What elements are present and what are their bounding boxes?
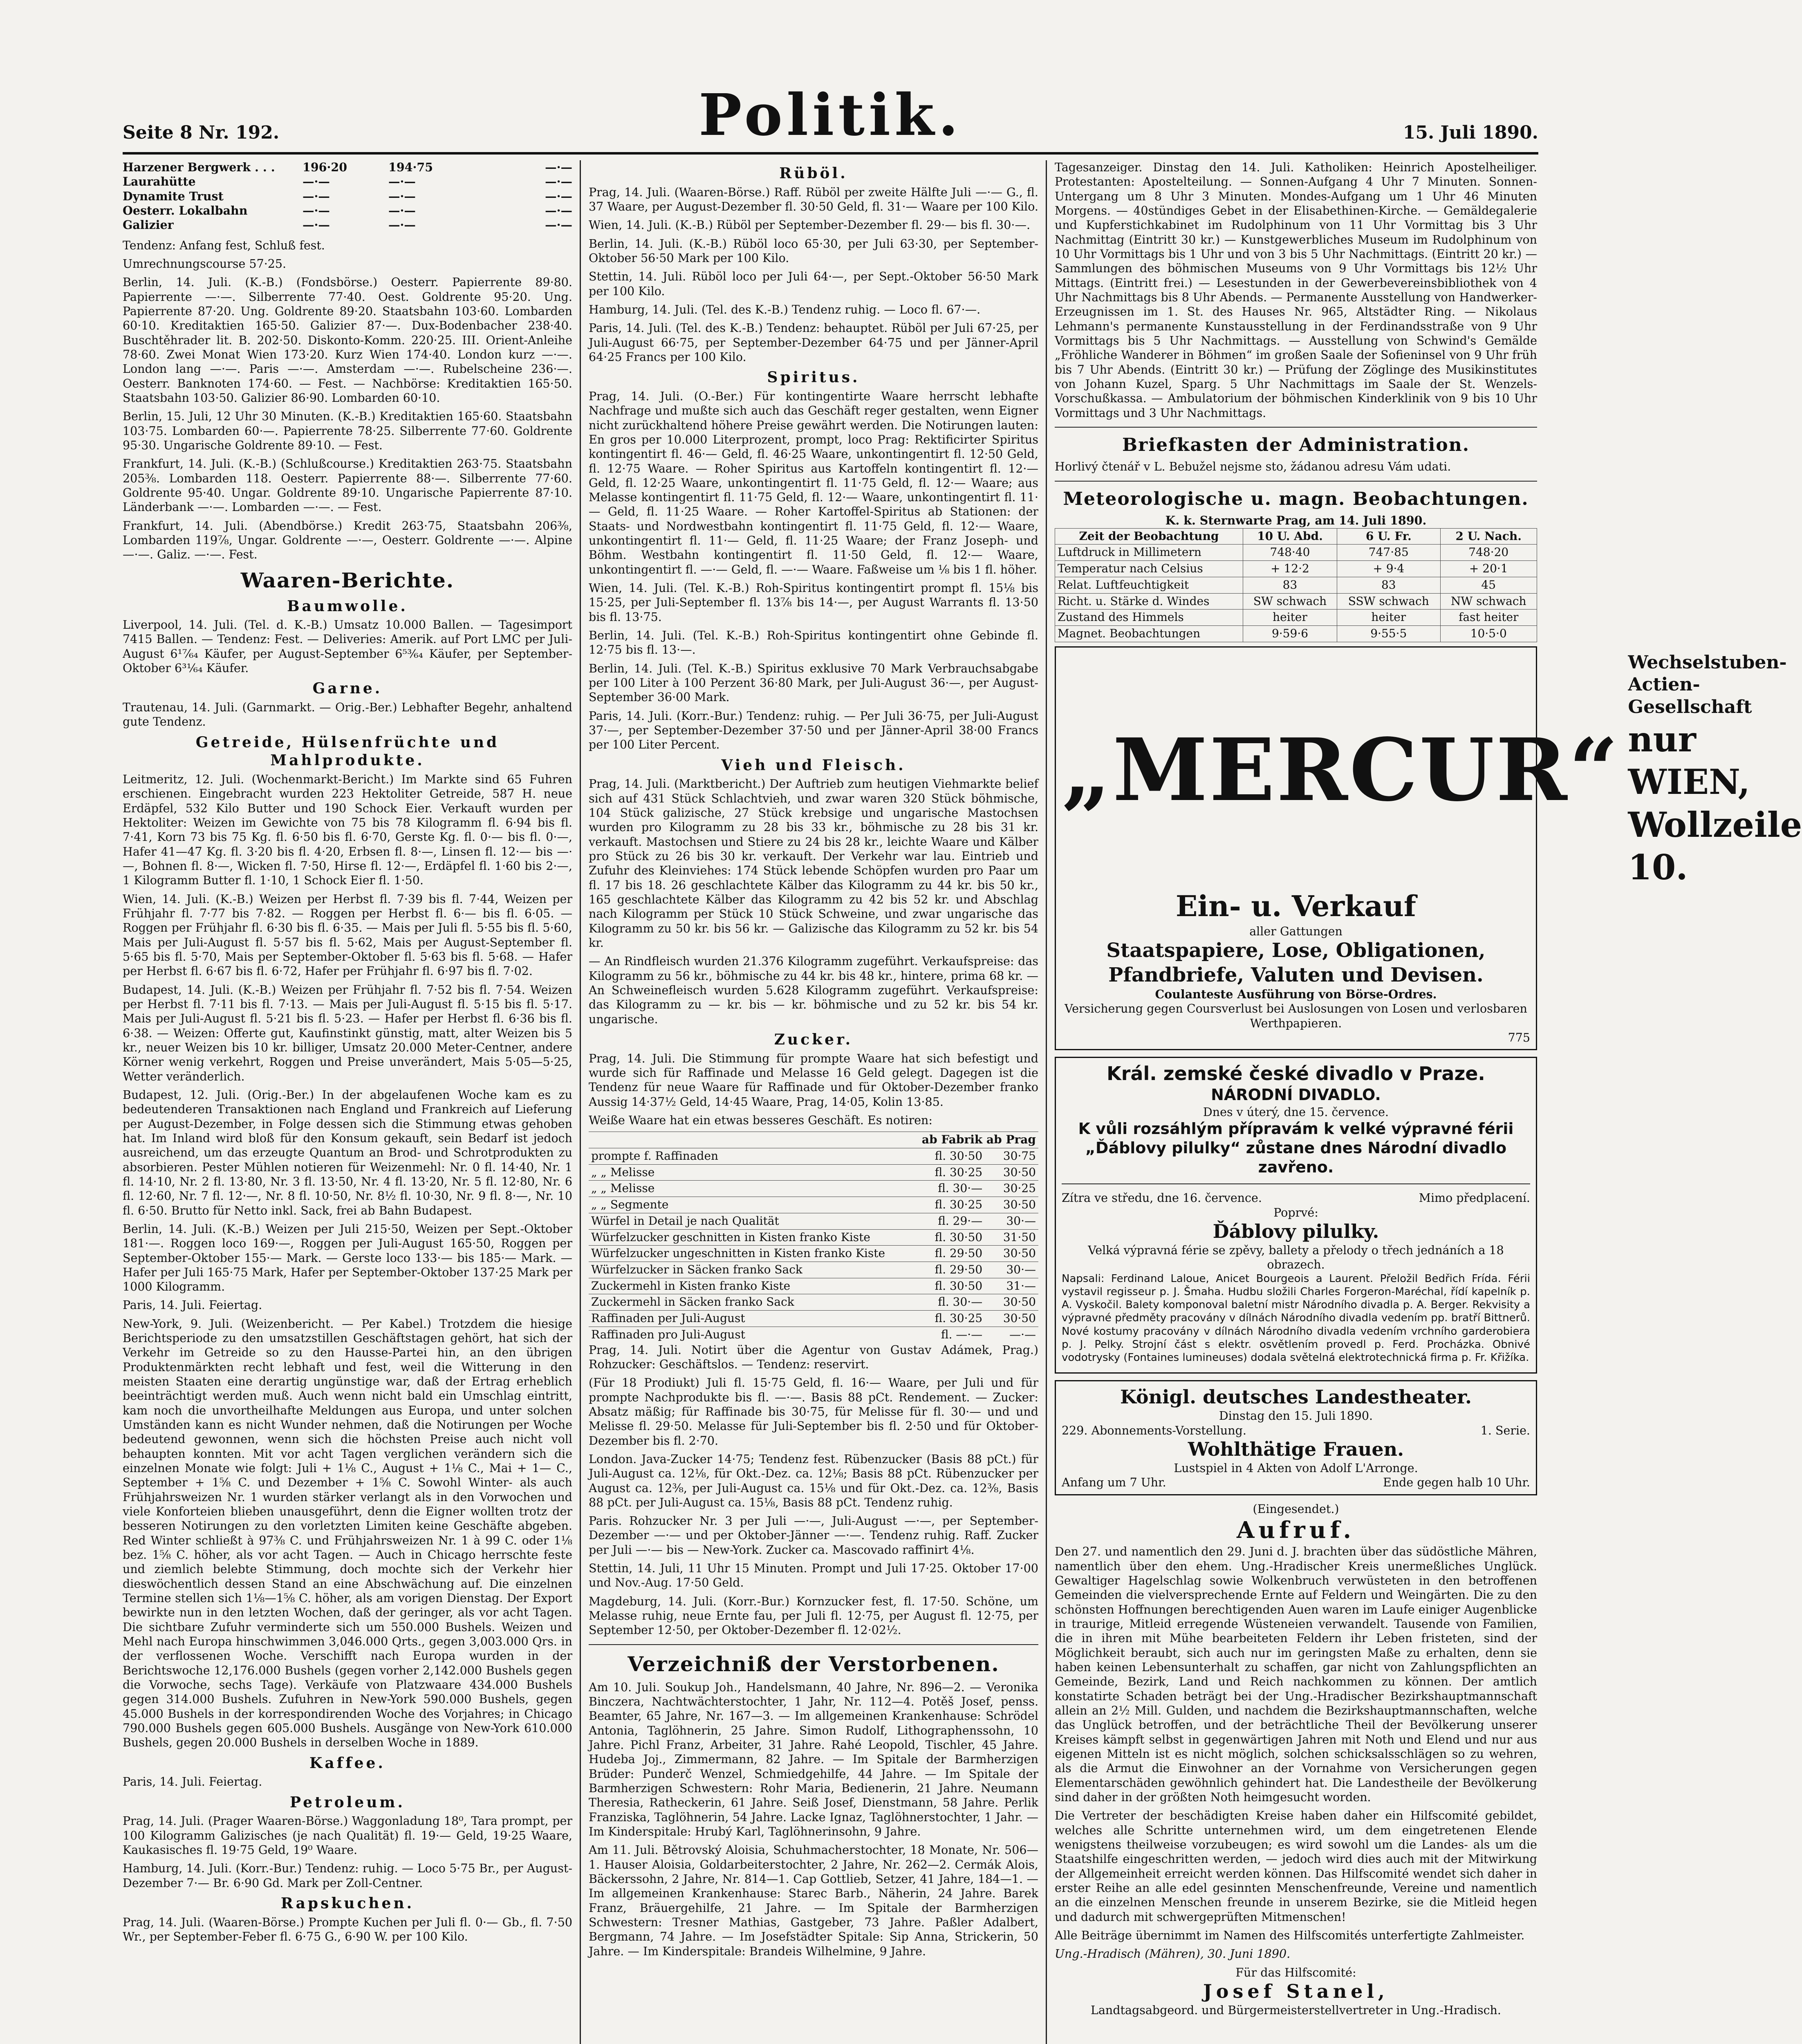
stock-row: [123, 189, 572, 204]
report-paragraph: Berlin, 14. Juli. (K.-B.) Weizen per Juli 215·50, Weizen per Sept.-Oktober 181·—. Roggen loco 169·—, Roggen per Juli-August 165·50, Roggen per September-Oktober 155·— Mark. — Gerste loco 133·— bis 185·— Mark. — Hafer per Juli 165·75 Mark, Hafer per September-Oktober 137·25 Mark per 1000 Kilogramm.: [123, 1222, 572, 1294]
masthead: [123, 82, 1538, 151]
ad-text: Versicherung gegen Coursverlust bei Auslosungen von Losen und verlosbaren Werthpapieren.: [1065, 1002, 1527, 1030]
table-header: 10 U. Abd.: [1243, 528, 1337, 545]
report-paragraph: Prag, 14. Juli. Die Stimmung für prompte Waare hat sich befestigt und wurde sich für Raffinade und Melasse 16 Geld gelegt. Dagegen ist die Tendenz für neue Waare für Raffinade und für Oktober-Dezember franko Aussig 14·37½ Geld, 14·45 Waare, Prag, 14·05, Kolin 13·85.: [589, 1051, 1038, 1109]
report-paragraph: Prag, 14. Juli. (O.-Ber.) Für kontingentirte Waare herrscht lebhafte Nachfrage und mußte sich auch das Geschäft reger gestalten, wenn Eigner nicht zurückhaltend höhere Preise gewährt werden. Die Notirungen lauten: En gros per 10.000 Literprozent, prompt, loco Prag: Rektificirter Spiritus kontingentirt fl. 46·— Geld, fl. 46·25 Waare, unkontingentirt fl. 12·50 Geld, fl. 12·75 Waare. — Roher Spiritus aus Kartoffeln kontingentirt fl. 12·— Geld, fl. 12·25 Waare, unkontingentirt fl. 11·75 Geld, fl. 12·— Waare; aus Melasse kontingentirt fl. 11·75 Geld, fl. 12·— Waare, unkontingentirt fl. 11·— Geld, fl. 11·25 Waare. — Roher Kartoffel-Spiritus ab Stationen: der Staats- und Nordwestbahn kontingentirt fl. 11·75 Geld, fl. 12·— Waare, unkontingentirt fl. 11·— Geld, fl. 11·25 Waare; der Franz Joseph- und Böhm. Westbahn kontingentirt fl. 11·50 Geld, fl. 12·— Waare, unkontingentirt fl. —·— Geld, fl. —·— Waare. Faßweise um ⅛ bis 1 fl. höher.: [589, 389, 1038, 576]
table-row: [589, 1246, 1038, 1262]
table-cell: Raffinaden pro Juli-August: [589, 1327, 910, 1342]
ad-number: 775: [1508, 1031, 1530, 1045]
column-divider: [1046, 160, 1047, 2044]
ad-subtitle: Wechselstuben-Actien-Gesellschaft: [1628, 652, 1787, 717]
german-theatre-notice: [1055, 1380, 1537, 1495]
report-paragraph: Paris, 14. Juli. (Korr.-Bur.) Tendenz: ruhig. — Per Juli 36·75, per Juli-August 37·—, per September-Dezember 37·50 und per Jänner-April 38·00 Francs per 100 Liter Percent.: [589, 709, 1038, 752]
page-label: Seite 8 Nr. 192.: [123, 122, 280, 143]
mercur-logo: „MERCUR“: [1062, 719, 1620, 820]
report-paragraph: Stettin, 14. Juli, 11 Uhr 15 Minuten. Prompt und Juli 17·25. Oktober 17·00 und Nov.-Aug. 17·50 Geld.: [589, 1562, 1038, 1590]
table-cell: fl. —·—: [910, 1327, 985, 1342]
stock-value: 196·20: [303, 160, 347, 174]
table-header: 6 U. Fr.: [1337, 528, 1440, 545]
table-cell: Richt. u. Stärke d. Windes: [1055, 593, 1243, 610]
table-cell: fl. 29·—: [910, 1213, 985, 1229]
divider: [1055, 481, 1537, 482]
table-cell: Zuckermehl in Kisten franko Kiste: [589, 1278, 910, 1294]
ad-text: Coulanteste Ausführung von Börse-Ordres.: [1155, 987, 1437, 1002]
section-heading: Meteorologische u. magn. Beobachtungen.: [1063, 488, 1529, 509]
stock-name: Dynamite Trust: [123, 189, 224, 203]
column-divider: [580, 160, 581, 2044]
table-row: [589, 1148, 1038, 1164]
report-paragraph: Prag, 14. Juli. (Prager Waaren-Börse.) Waggonladung 18⁰, Tara prompt, per 100 Kilogramm Galizisches (je nach Qualität) fl. 19·— Geld, 19·25 Waare, Kaukasisches fl. 19·75 Geld, 19⁰ Waare.: [123, 1814, 572, 1857]
table-cell: Luftdruck in Millimetern: [1055, 545, 1243, 561]
table-cell: fl. 30·50: [910, 1229, 985, 1246]
report-paragraph: Tendenz: Anfang fest, Schluß fest.: [123, 238, 325, 252]
report-paragraph: Budapest, 14. Juli. (K.-B.) Weizen per Frühjahr fl. 7·52 bis fl. 7·54. Weizen per Herbst fl. 7·11 bis fl. 7·13. — Mais per Juli-August fl. 5·15 bis fl. 5·17. Mais per Juli-August fl. 5·21 bis fl. 5·23. — Hafer per Herbst fl. 6·36 bis fl. 6·38. — Weizen: Offerte gut, Kaufinstinkt günstig, matt, alter Weizen bis 5 kr., neuer Weizen bis 10 kr. billiger, Umsatz 20.000 Meter-Centner, andere Körner wenig verkehrt, Roggen und Preise unverändert, Mais 5·05—5·25, Wetter veränderlich.: [123, 983, 572, 1083]
stock-row: [123, 175, 572, 189]
table-cell: 748·20: [1440, 545, 1537, 561]
theatre-title: Königl. deutsches Landestheater.: [1120, 1386, 1472, 1408]
table-row: [589, 1278, 1038, 1294]
section-heading: Briefkasten der Administration.: [1122, 434, 1470, 455]
theatre-subtitle: NÁRODNÍ DIVADLO.: [1211, 1086, 1381, 1104]
report-paragraph: Paris, 14. Juli. Feiertag.: [123, 1775, 262, 1789]
table-cell: 31·—: [985, 1278, 1038, 1294]
stock-value: 194·75: [388, 160, 433, 174]
table-row: [589, 1294, 1038, 1311]
play-title: Wohlthätige Frauen.: [1188, 1438, 1404, 1460]
section-subheading: Rüböl.: [779, 165, 848, 182]
table-cell: fl. 30·—: [910, 1294, 985, 1311]
spirits-reports: [589, 389, 1038, 752]
stock-row: [123, 204, 572, 218]
table-cell: SSW schwach: [1337, 593, 1440, 610]
section-subheading: Spiritus.: [767, 369, 860, 386]
table-cell: prompte f. Raffinaden: [589, 1148, 910, 1164]
appeal-place-date: Ung.-Hradisch (Mähren), 30. Juni 1890.: [1055, 1947, 1291, 1961]
section-subheading: Rapskuchen.: [280, 1894, 415, 1912]
theatre-notice: K vůli rozsáhlým přípravám k velké výpravné férii „Ďáblovy pilulky“ zůstane dnes Národní divadlo zavřeno.: [1078, 1119, 1514, 1177]
table-cell: fl. 29·50: [910, 1246, 985, 1262]
report-paragraph: Berlin, 14. Juli. (K.-B.) Rüböl loco 65·30, per Juli 63·30, per September-Oktober 56·50 Mark per 100 Kilo.: [589, 237, 1038, 265]
table-row: [589, 1311, 1038, 1327]
table-cell: 83: [1243, 577, 1337, 593]
column-2: [589, 160, 1038, 2044]
report-paragraph: Berlin, 14. Juli. (K.-B.) (Fondsbörse.) Oesterr. Papierrente 89·80. Papierrente —·—. Silberrente 77·40. Oest. Goldrente 95·20. Ung. Papierrente 87·20. Ung. Goldrente 89·20. Staatsbahn 103·60. Lombarden 60·10. Kreditaktien 165·50. Galizier 87·—. Dux-Bodenbacher 238·40. Buschtěhrader lit. B. 202·50. Diskonto-Komm. 220·25. III. Orient-Anleihe 78·60. Zwei Monat Wien 173·20. Kurz Wien 174·40. London kurz —·—. London lang —·—. Paris —·—. Amsterdam —·—. Rubelscheine 236·—. Oesterr. Banknoten 174·60. — Fest. — Nachbörse: Kreditaktien 165·50. Staatsbahn 103·50. Galizier 86·90. Lombarden 60·10.: [123, 276, 572, 405]
table-row: [1055, 561, 1537, 577]
daily-notices: [1055, 160, 1537, 420]
table-cell: fast heiter: [1440, 610, 1537, 626]
table-cell: „ „ Segmente: [589, 1197, 910, 1213]
table-cell: Relat. Luftfeuchtigkeit: [1055, 577, 1243, 593]
table-cell: „ „ Melisse: [589, 1181, 910, 1197]
section-subheading: Zucker.: [774, 1031, 853, 1048]
stock-value: —·—: [303, 203, 330, 217]
stock-value: —·—: [303, 189, 330, 203]
report-paragraph: Leitmeritz, 12. Juli. (Wochenmarkt-Bericht.) Im Markte sind 65 Fuhren erschienen. Eingebracht wurden 223 Hektoliter Getreide, 587 H. neue Erdäpfel, 532 Kilo Butter und 190 Schock Eier. Verkauft wurden per Hektoliter: Weizen im Gewichte von 75 bis 78 Kilogramm fl. 6·94 bis fl. 7·41, Korn 73 bis 75 Kg. fl. 6·50 bis fl. 6·70, Gerste Kg. fl. 0·— bis fl. 0·—, Hafer 41—47 Kg. fl. 3·20 bis fl. 4·20, Erbsen fl. 8·—, Linsen fl. 12·— bis —·—, Bohnen fl. 8·—, Wicken fl. 7·50, Hirse fl. 12·—, Erdäpfel fl. 1·60 bis 2·—, 1 Kilogramm Butter fl. 1·10, 1 Schock Eier fl. 1·50.: [123, 773, 572, 888]
ad-address: nur WIEN, Wollzeile 10.: [1628, 719, 1802, 888]
report-paragraph: Prag, 14. Juli. (Waaren-Börse.) Prompte Kuchen per Juli fl. 0·— Gb., fl. 7·50 Wr., per September-Feber fl. 6·75 G., 6·90 W. per 100 Kilo.: [123, 1915, 572, 1943]
performance-number: 229. Abonnements-Vorstellung.: [1062, 1423, 1246, 1437]
stock-name: Oesterr. Lokalbahn: [123, 203, 248, 217]
appeal-committee: Für das Hilfscomité:: [1235, 1966, 1356, 1979]
grain-reports: [123, 772, 572, 1750]
play-description: Velká výpravná férie se zpěvy, ballety a přelody o třech jednáních a 18 obrazech.: [1088, 1243, 1504, 1272]
table-cell: Zuckermehl in Säcken franko Sack: [589, 1294, 910, 1311]
section-subheading: Baumwolle.: [287, 597, 408, 615]
table-row: [589, 1197, 1038, 1213]
obituary-list: [589, 1680, 1038, 1959]
report-paragraph: Horlivý čtenář v L. Bebužel nejsme sto, žádanou adresu Vám udati.: [1055, 460, 1451, 474]
stock-value: —·—: [545, 189, 572, 203]
divider: [1062, 1183, 1530, 1184]
report-paragraph: Am 11. Juli. Bětrovský Aloisia, Schuhmacherstochter, 18 Monate, Nr. 506—1. Hauser Aloisia, Goldarbeiterstochter, 2 Jahre, Nr. 262—2. Cermák Alois, Bäckerssohn, 2 Jahre, Nr. 814—1. Cap Gottlieb, Setzer, 41 Jahre, 184—1. — Im allgemeinen Krankenhause: Starec Barb., Näherin, 24 Jahre. Barek Franz, Bräuergehilfe, 21 Jahre. — Im Spitale der Barmherzigen Schwestern: Tresner Mathias, Gastgeber, 73 Jahre. Paßler Adalbert, Bergmann, 74 Jahre. — Im Josefstädter Spitale: Sip Anna, Strickerin, 50 Jahre. — Im Kinderspitale: Brandeis Wilhelmine, 9 Jahre.: [589, 1843, 1038, 1958]
appeal: [1055, 1502, 1537, 2018]
table-cell: Raffinaden per Juli-August: [589, 1311, 910, 1327]
report-paragraph: Wien, 14. Juli. (K.-B.) Weizen per Herbst fl. 7·39 bis fl. 7·44, Weizen per Frühjahr fl. 7·77 bis 7·82. — Roggen per Herbst fl. 6·— bis fl. 6·05. — Roggen per Frühjahr fl. 6·30 bis fl. 6·35. — Mais per Juli fl. 5·55 bis fl. 5·60, Mais per Juli-August fl. 5·57 bis fl. 5·62, Mais per August-September fl. 5·65 bis fl. 5·70, Mais per September-Oktober fl. 5·63 bis fl. 5·68. — Hafer per Herbst fl. 6·67 bis fl. 6·72, Hafer per Frühjahr fl. 6·97 bis fl. 7·02.: [123, 892, 572, 978]
table-cell: 30·50: [985, 1294, 1038, 1311]
stock-value: —·—: [545, 218, 572, 232]
column-3: [1055, 160, 1802, 2044]
table-cell: 83: [1337, 577, 1440, 593]
divider: [1055, 427, 1537, 428]
table-row: [1055, 625, 1537, 642]
table-cell: 31·50: [985, 1229, 1038, 1246]
table-cell: fl. 30·—: [910, 1181, 985, 1197]
stock-name: Harzener Bergwerk . . .: [123, 160, 275, 174]
report-paragraph: Paris. Rohzucker Nr. 3 per Juli —·—, Juli-August —·—, per September-Dezember —·— und per Oktober-Jänner —·—. Tendenz ruhig. Raff. Zucker per Juli —·— bis — New-York. Zucker ca. Mascovado raffinirt 4⅛.: [589, 1514, 1038, 1557]
table-header: Zeit der Beobachtung: [1055, 528, 1243, 545]
submitted-label: (Eingesendet.): [1253, 1502, 1339, 1516]
table-header: ab Fabrik ab Prag: [910, 1132, 1038, 1148]
report-paragraph: Frankfurt, 14. Juli. (Abendbörse.) Kredit 263·75, Staatsbahn 206⅜, Lombarden 119⅞, Ungar. Goldrente —·—, Oesterr. Goldrente —·—. Alpine —·—. Galiz. —·—. Fest.: [123, 519, 572, 562]
table-cell: fl. 30·25: [910, 1311, 985, 1327]
appeal-signatory-role: Landtagsabgeord. und Bürgermeisterstellvertreter in Ung.-Hradisch.: [1091, 2003, 1501, 2017]
report-paragraph: Wien, 14. Juli. (Tel. K.-B.) Roh-Spiritus kontingentirt prompt fl. 15⅛ bis 15·25, per Juli-September fl. 13⅞ bis 14·—, per August Warrants fl. 13·50 bis fl. 13·75.: [589, 581, 1038, 624]
report-paragraph: Prag, 14. Juli. (Marktbericht.) Der Auftrieb zum heutigen Viehmarkte belief sich auf 431 Stück Schlachtvieh, und zwar waren 320 Stück böhmische, 104 Stück galizische, 27 Stück krebsige und ungarische Mastochsen wurden pro Kilogramm zu 28 bis 33 kr., böhmische zu 28 bis 31 kr. verkauft. Mastochsen und Stiere zu 24 bis 28 kr., leichte Waare und Kälber pro Stück zu 26 bis 30 kr. verkauft. Der Verkehr war lau. Eintrieb und Zufuhr des Kleinviehes: 174 Stück lebende Schöpfen wurden pro Paar um fl. 17 bis 18. 26 geschlachtete Kälber das Kilogramm zu 44 kr. bis 50 kr., 165 geschlachtete Kälber das Kilogramm zu 42 bis 52 kr. und Abschlag nach Kilogramm per Stück 10 Stück Schweine, und zwar ungarische das Kilogramm zu 50 kr. bis 56 kr. — Galizische das Kilogramm zu 52 kr. bis 54 kr.: [589, 777, 1038, 950]
table-row: [589, 1262, 1038, 1278]
report-paragraph: Liverpool, 14. Juli. (Tel. d. K.-B.) Umsatz 10.000 Ballen. — Tagesimport 7415 Ballen. — Tendenz: Fest. — Deliveries: Amerik. auf Port LMC per Juli-August 6¹⁷⁄₆₄ Käufer, per August-September 6⁵³⁄₆₄ Käufer, per September-Oktober 6³¹⁄₆₄ Käufer.: [123, 618, 572, 675]
performance-date: Zítra ve středu, dne 16. července.: [1062, 1191, 1262, 1205]
table-header: [589, 1132, 910, 1148]
table-cell: Würfelzucker geschnitten in Kisten franko Kiste: [589, 1229, 910, 1246]
table-cell: 30·50: [985, 1164, 1038, 1181]
report-paragraph: Berlin, 14. Juli. (Tel. K.-B.) Roh-Spiritus kontingentirt ohne Gebinde fl. 12·75 bis fl. 13·—.: [589, 629, 1038, 657]
observatory-line: K. k. Sternwarte Prag, am 14. Juli 1890.: [1165, 513, 1427, 528]
newspaper-title: Politik.: [699, 82, 962, 149]
table-cell: 748·40: [1243, 545, 1337, 561]
table-cell: —·—: [985, 1327, 1038, 1342]
table-cell: fl. 30·25: [910, 1164, 985, 1181]
stock-value: —·—: [388, 189, 416, 203]
ad-headline: Ein- u. Verkauf: [1175, 889, 1416, 923]
theatre-date: Dnes v úterý, dne 15. července.: [1203, 1105, 1389, 1119]
table-row: [1055, 577, 1537, 593]
section-subheading: Getreide, Hülsenfrüchte und Mahlprodukte.: [195, 733, 500, 769]
report-paragraph: London. Java-Zucker 14·75; Tendenz fest. Rübenzucker (Basis 88 pCt.) für Juli-August ca. 12⅛, für Okt.-Dez. ca. 12⅛; Basis 88 pCt. Rübenzucker per August ca. 12⅜, per Juli-August ca. 15⅛ und für Okt.-Dez. ca. 12⅜, Basis 88 pCt. per Juli-August ca. 15⅛, Basis 88 pCt. Tendenz ruhig.: [589, 1452, 1038, 1509]
appeal-signature: Josef Stanel,: [1203, 1980, 1389, 2002]
section-subheading: Vieh und Fleisch.: [721, 756, 906, 774]
table-cell: 30·25: [985, 1181, 1038, 1197]
table-cell: SW schwach: [1243, 593, 1337, 610]
report-paragraph: Wien, 14. Juli. (K.-B.) Rüböl per September-Dezember fl. 29·— bis fl. 30·—.: [589, 218, 1031, 232]
table-cell: 30·—: [985, 1213, 1038, 1229]
table-header: 2 U. Nach.: [1440, 528, 1537, 545]
divider: [589, 1644, 1038, 1645]
table-row: [1055, 545, 1537, 561]
table-cell: NW schwach: [1440, 593, 1537, 610]
table-cell: Temperatur nach Celsius: [1055, 561, 1243, 577]
table-cell: heiter: [1243, 610, 1337, 626]
report-paragraph: Umrechnungscourse 57·25.: [123, 257, 287, 271]
table-cell: 30·50: [985, 1311, 1038, 1327]
table-cell: fl. 30·50: [910, 1278, 985, 1294]
sugar-price-table: [589, 1132, 1038, 1342]
premiere-label: Poprvé:: [1273, 1206, 1318, 1219]
report-paragraph: — An Rindfleisch wurden 21.376 Kilogramm zugeführt. Verkaufspreise: das Kilogramm zu 56 kr., böhmische zu 44 kr. bis 48 kr., hintere, prima 68 kr. — An Schweinefleisch wurden 5.628 Kilogramm zugeführt. Verkaufspreise: das Kilogramm zu — kr. bis — kr. böhmische und zu 52 kr. bis 54 kr. ungarische.: [589, 955, 1038, 1026]
section-heading: Verzeichniß der Verstorbenen.: [628, 1652, 1000, 1676]
masthead-rule: [123, 152, 1538, 155]
report-paragraph: Prag, 14. Juli. (Waaren-Börse.) Raff. Rüböl per zweite Hälfte Juli —·— G., fl. 37 Waare, per August-Dezember fl. 30·50 Geld, fl. 31·— Waare per 100 Kilo.: [589, 185, 1038, 213]
report-paragraph: Hamburg, 14. Juli. (Korr.-Bur.) Tendenz: ruhig. — Loco 5·75 Br., per August-Dezember 7·— Br. 6·90 Gd. Mark per Zoll-Centner.: [123, 1862, 572, 1890]
sugar-reports: [589, 1343, 1038, 1638]
stock-name: Laurahütte: [123, 175, 196, 189]
mercur-advertisement: [1055, 646, 1802, 1051]
table-row: [589, 1181, 1038, 1197]
table-cell: Zustand des Himmels: [1055, 610, 1243, 626]
stock-value: —·—: [303, 175, 330, 189]
play-credits: Napsali: Ferdinand Laloue, Anicet Bourgeois a Laurent. Přeložil Bedřich Frída. Férii vystavil regisseur p. J. Šmaha. Hudbu složili Charles Forgeron-Maréchal, řídí kapelník p. A. Vyskočil. Balety komponoval baletní mistr Národního divadla p. A. Berger. Rekvisity a výpravné předměty pracovány v dílnách Národního divadla vedením pp. bratří Bittnerů. Nové kostumy pracovány v dílnách Národního divadla vedením vrchního garderobiera p. J. Pelky. Strojní část s elektr. osvětlením provedl p. Ferd. Procházka. Obnivé vodotrysky (Fontaines lumineuses) dodala světelná elektrotechnická firma p. Fr. Křižíka.: [1062, 1272, 1530, 1364]
report-paragraph: Berlin, 14. Juli. (Tel. K.-B.) Spiritus exklusive 70 Mark Verbrauchsabgabe per 100 Liter à 100 Perzent 36·80 Mark, per Juli-August 36·—, per August-September 36·00 Mark.: [589, 661, 1038, 704]
stock-table: [123, 160, 572, 233]
stock-value: —·—: [303, 218, 330, 232]
report-paragraph: Die Vertreter der beschädigten Kreise haben daher ein Hilfscomité gebildet, welches alle Schritte unternehmen wird, um dem eingetretenen Elende wenigstens theilweise vorzubeugen; es wird sowohl um die Landes- als um die Staatshilfe eingeschritten werden, — jedoch wird dies auch mit der Mitwirkung der Allgemeinheit erreicht werden können. Das Hilfscomité wendet sich daher in erster Reihe an alle edel gesinnten Menschenfreunde, Vereine und namentlich an die einzelnen Menschen freunde in unserem Bezirke, sie die Mitleid hegen und dadurch mit schwergeprüften Mitmenschen!: [1055, 1809, 1537, 1924]
table-row: [589, 1327, 1038, 1342]
start-time: Anfang um 7 Uhr.: [1062, 1476, 1166, 1490]
stock-value: —·—: [545, 175, 572, 189]
table-cell: fl. 30·50: [910, 1148, 985, 1164]
section-subheading: Kaffee.: [309, 1754, 386, 1772]
table-cell: 30·50: [985, 1197, 1038, 1213]
table-cell: Magnet. Beobachtungen: [1055, 625, 1243, 642]
report-paragraph: Frankfurt, 14. Juli. (K.-B.) (Schlußcourse.) Kreditaktien 263·75. Staatsbahn 205⅜. Lombarden 118. Oesterr. Papierrente 88·—. Silberrente 77·60. Goldrente 95·40. Ungar. Goldrente 89·10. Ungarische Papierrente 87·10. Länderbank —·—. Lombarden —·—. — Fest.: [123, 457, 572, 514]
table-cell: 30·75: [985, 1148, 1038, 1164]
report-paragraph: New-York, 9. Juli. (Weizenbericht. — Per Kabel.) Trotzdem die hiesige Berichtsperiode zu den umsatzstillen Geschäftstagen gehört, hat sich der Verkehr im Getreide so zu den Hausse-Partei hin, an den übrigen Produktenmärkten recht lebhaft und fest, weil die Witterung in den meisten Staaten eine derartig ungünstige war, daß der Ertrag erheblich beeinträchtigt werden muß. Auch wenn nicht bald ein Umschlag eintritt, kam noch die unvortheilhafte Meldungen aus Europa, und unter solchen Umständen kann es nicht Wunder nehmen, daß die Notirungen per Woche bedeutend gewonnen, wenn sich die höchsten Preise auch nicht voll behaupten konnten. Mit vor acht Tagen verglichen verändern sich die einzelnen Monate wie folgt: Juli + 1⅛ C., August + 1⅛ C., Mai + 1— C., September + 1⅝ C. und Dezember + 1⅝ C. Sowohl Winter- als auch Frühjahrsweizen Nr. 1 wurden stärker verlangt als in den Vorwochen und viele Konforteien blieben unausgeführt, denn die Eigner wollten trotz der besseren Notirungen zu den vorletzten Limiten keine Geschäfte abgeben. Red Winter schließt à 97⅜ C. und Frühjahrsweizen Nr. 1 à 99 C. oder 1⅛ bez. 1⅝ C. höher, als vor acht Tagen. — Auch in Chicago herrschte feste und ziemlich belebte Stimmung, doch mochte sich der Verkehr hier dieswöchentlich dessen Stand an eine Abschwächung auf. Die einzelnen Termine stellen sich 1⅛—1⅝ C. höher, als am vorigen Dienstag. Der Export bewirkte nun in den letzten Wochen, daß der geringer, als vor acht Tagen. Die sichtbare Zufuhr verminderte sich um 550.000 Bushels. Weizen und Mehl nach Europa hinschwimmen 3,046.000 Qrts., gegen 3,003.000 Qrs. in der verflossenen Woche. Verschifft nach Europa wurden in der Berichtswoche 12,176.000 Bushels (gegen vorher 2,142.000 Bushels gegen die Vorwoche, sechs Tage). Verkäufe von Platzwaare 434.000 Bushels gegen 314.000 Bushels. Zufuhren in New-York 590.000 Bushels, gegen 45.000 Bushels in der korrespondirenden Woche des Vorjahres; in Chicago 790.000 Bushels gegen 605.000 Bushels. Ausgänge von New-York 610.000 Bushels, gegen 20.000 Bushels in derselben Woche in 1889.: [123, 1317, 572, 1750]
table-cell: + 20·1: [1440, 561, 1537, 577]
table-row: [1055, 593, 1537, 610]
report-paragraph: Paris, 14. Juli. Feiertag.: [123, 1298, 262, 1312]
report-paragraph: Berlin, 15. Juli, 12 Uhr 30 Minuten. (K.-B.) Kreditaktien 165·60. Staatsbahn 103·75. Lombarden 60·—. Papierrente 78·25. Silberrente 77·60. Goldrente 95·30. Ungarische Goldrente 89·10. — Fest.: [123, 410, 572, 452]
table-cell: heiter: [1337, 610, 1440, 626]
table-cell: Würfel in Detail je nach Qualität: [589, 1213, 910, 1229]
report-paragraph: Tagesanzeiger. Dinstag den 14. Juli. Katholiken: Heinrich Apostelheiliger. Protestanten: Apostelteilung. — Sonnen-Aufgang 4 Uhr 7 Minuten. Sonnen-Untergang um 8 Uhr 3 Minuten. Mondes-Aufgang um 1 Uhr 46 Minuten Morgens. — 40stündiges Gebet in der Elisabethinen-Kirche. — Gemäldegalerie und Kupferstichkabinet im Rudolphinum von 11 Uhr Vormittag bis 3 Uhr Nachmittag (Eintritt 30 kr.) — Kunstgewerbliches Museum im Rudolphinum von 10 Uhr Vormittags bis 1 Uhr und von 3 bis 5 Uhr Nachmittags. (Eintritt 20 kr.) — Sammlungen des böhmischen Museums von 9 Uhr Vormittags bis 12½ Uhr Mittags. (Eintritt frei.) — Lesestunden in der Gewerbevereinsbibliothek von 4 Uhr Nachmittags bis 8 Uhr Abends. — Permanente Ausstellung von Handwerker-Erzeugnissen im 1. St. des Hauses Nr. 965, Altstädter Ring. — Nikolaus Lehmann's permanente Kunstausstellung in der Ferdinandsstraße von 9 Uhr Vormittags bis 5 Uhr Nachmittags. — Ausstellung von Schwind's Gemälde „Fröhliche Wanderer in Böhmen“ im großen Saale der Sofieninsel von 9 Uhr früh bis 7 Uhr Abends. (Eintritt 30 kr.) — Prüfung der Zöglinge des Musikinstitutes von Johann Kuzel, Sparg. 5 Uhr Nachmittags im Saale der St. Wenzels-Vorschußkassa. — Ambulatorium der böhmischen Kinderklinik von 9 bis 10 Uhr Vormittags und 3 Uhr Nachmittags.: [1055, 161, 1537, 420]
report-paragraph: Weiße Waare hat ein etwas besseres Geschäft. Es notiren:: [589, 1113, 933, 1127]
table-row: [589, 1229, 1038, 1246]
report-paragraph: Prag, 14. Juli. Notirt über die Agentur von Gustav Adámek, Prag.) Rohzucker: Geschäftslos. — Tendenz: reservirt.: [589, 1343, 1038, 1371]
stock-value: —·—: [388, 175, 416, 189]
weather-table: [1055, 528, 1537, 642]
appeal-title: Aufruf.: [1236, 1516, 1356, 1544]
appeal-text: [1055, 1544, 1537, 1943]
table-cell: fl. 29·50: [910, 1262, 985, 1278]
performance-note: Mimo předplacení.: [1419, 1191, 1530, 1205]
stock-name: Galizier: [123, 218, 174, 232]
theatre-date: Dinstag den 15. Juli 1890.: [1219, 1409, 1373, 1423]
report-paragraph: (Für 18 Prodiukt) Juli fl. 15·75 Geld, fl. 16·— Waare, per Juli und für prompte Nachprodukte bis fl. —·—. Basis 88 pCt. Rendement. — Zucker: Absatz mäßig; für Raffinade bis 30·75, für Melisse für fl. 30·— und und Melisse fl. 29·50. Melasse für Juli-September bis fl. 2·50 und für Oktober-Dezember bis fl. 2·70.: [589, 1376, 1038, 1448]
issue-date: 15. Juli 1890.: [1403, 122, 1538, 143]
table-cell: 30·50: [985, 1246, 1038, 1262]
exchange-reports: [123, 238, 572, 562]
table-cell: fl. 30·25: [910, 1197, 985, 1213]
table-cell: 10·5·0: [1440, 625, 1537, 642]
table-cell: 30·—: [985, 1262, 1038, 1278]
table-cell: 747·85: [1337, 545, 1440, 561]
column-1: [123, 160, 572, 2044]
table-row: [1055, 610, 1537, 626]
table-row: [589, 1213, 1038, 1229]
report-paragraph: Am 10. Juli. Soukup Joh., Handelsmann, 40 Jahre, Nr. 896—2. — Veronika Binczera, Nachtwächterstochter, 1 Jahr, Nr. 112—4. Potěš Josef, penss. Beamter, 65 Jahre, Nr. 167—3. — Im allgemeinen Krankenhause: Schrödel Antonia, Taglöhnerin, 25 Jahre. Simon Rudolf, Lithographenssohn, 10 Jahre. Pichl Franz, Arbeiter, 31 Jahre. Rahé Leopold, Tischler, 45 Jahre. Hudeba Joj., Zimmermann, 82 Jahre. — Im Spitale der Barmherzigen Brüder: Punderč Wenzel, Schmiedgehilfe, 44 Jahre. — Im Spitale der Barmherzigen Schwestern: Rohr Maria, Bedienerin, 21 Jahre. Neumann Theresia, Ratheckerin, 61 Jahre. Seiß Josef, Dienstmann, 58 Jahre. Perlik Franziska, Taglöhnerin, 54 Jahre. Lacke Ignaz, Taglöhnerstochter, 1 Jahr. — Im Kinderspitale: Hrubý Karl, Taglöhnerinsohn, 9 Jahre.: [589, 1680, 1038, 1839]
stock-value: —·—: [545, 203, 572, 217]
table-cell: 45: [1440, 577, 1537, 593]
report-paragraph: Paris, 14. Juli. (Tel. des K.-B.) Tendenz: behauptet. Rüböl per Juli 67·25, per Juli-August 66·75, per September-Dezember 64·75 und per Jänner-April 64·25 Francs per 100 Kilo.: [589, 321, 1038, 364]
rapeseed-oil-reports: [589, 185, 1038, 365]
report-paragraph: Alle Beiträge übernimmt im Namen des Hilfscomités unterfertigte Zahlmeister.: [1055, 1928, 1525, 1942]
table-cell: + 9·4: [1337, 561, 1440, 577]
stock-row: [123, 218, 572, 232]
play-description: Lustspiel in 4 Akten von Adolf L'Arronge.: [1174, 1461, 1418, 1475]
table-cell: + 12·2: [1243, 561, 1337, 577]
report-paragraph: Hamburg, 14. Juli. (Tel. des K.-B.) Tendenz ruhig. — Loco fl. 67·—.: [589, 303, 981, 316]
report-paragraph: Trautenau, 14. Juli. (Garnmarkt. — Orig.-Ber.) Lebhafter Begehr, anhaltend gute Tendenz.: [123, 701, 572, 729]
performance-series: 1. Serie.: [1480, 1423, 1530, 1437]
theatre-title: Král. zemské české divadlo v Praze.: [1107, 1062, 1485, 1085]
petroleum-reports: [123, 1814, 572, 1890]
report-paragraph: Stettin, 14. Juli. Rüböl loco per Juli 64·—, per Sept.-Oktober 56·50 Mark per 100 Kilo.: [589, 270, 1038, 298]
section-subheading: Petroleum.: [290, 1793, 405, 1811]
section-subheading: Garne.: [312, 680, 383, 697]
stock-value: —·—: [388, 218, 416, 232]
table-cell: 9·59·6: [1243, 625, 1337, 642]
table-cell: Würfelzucker in Säcken franko Sack: [589, 1262, 910, 1278]
table-cell: 9·55·5: [1337, 625, 1440, 642]
stock-row: [123, 160, 572, 175]
play-title: Ďáblovy pilulky.: [1213, 1220, 1379, 1242]
section-heading: Waaren-Berichte.: [240, 568, 455, 592]
ad-items: Staatspapiere, Lose, Obligationen, Pfandbriefe, Valuten und Devisen.: [1106, 939, 1486, 986]
stock-value: —·—: [545, 160, 572, 174]
stock-value: —·—: [388, 203, 416, 217]
report-paragraph: Den 27. und namentlich den 29. Juni d. J. brachten über das südöstliche Mähren, namentlich über den ehem. Ung.-Hradischer Kreis unermeßliches Unglück. Gewaltiger Hagelschlag sowie Wolkenbruch verwüsteten in den betroffenen Gemeinden die vielversprechende Ernte auf Feldern und Weingärten. Die zu den schönsten Hoffnungen berechtigenden Auen waren im Laufe einiger Augenblicke in traurige, Mitleid erregende Wüsteneien verwandelt. Tausende von Familien, die in ihren mit Mühe bearbeiteten Feldern ihr Leben fristeten, sind der Möglichkeit beraubt, sich auch nur im geringsten Maße zu erhalten, denn sie haben keinen Lebensunterhalt zu schaffen, gar nicht von Zahlungspflichten an Gemeinde, Bezirk, Land und Reich nachkommen zu können. Der amtlich konstatirte Schaden beträgt bei der Ung.-Hradischer Bezirkshauptmannschaft allein an 2½ Mill. Gulden, und nachdem die Bezirkshauptmannschaften, welche das Unglück betroffen, und der beträchtliche Theil der Bevölkerung unserer Kreises kämpft selbst in gegenwärtigen Jahren mit Noth und Elend und nur aus eigenen Mitteln ist es nicht möglich, solchen schicksalsschlägen so zu wehren, als die Armut die Einwohner an der Vornahme von Versicherungen gegen Elementarschäden gewöhnlich gehindert hat. Die Landestheile der Bevölkerung sind daher in der größten Noth heimgesucht worden.: [1055, 1545, 1537, 1804]
ad-text: aller Gattungen: [1249, 924, 1343, 938]
table-cell: „ „ Melisse: [589, 1164, 910, 1181]
end-time: Ende gegen halb 10 Uhr.: [1383, 1476, 1530, 1490]
table-row: [589, 1164, 1038, 1181]
livestock-reports: [589, 777, 1038, 1026]
national-theatre-notice: [1055, 1057, 1537, 1374]
report-paragraph: Budapest, 12. Juli. (Orig.-Ber.) In der abgelaufenen Woche kam es zu bedeutenderen Transaktionen nach England und Frankreich auf Lieferung per August-Dezember, in Folge dessen sich die Stimmung etwas gehoben hat. Im Inland wird bloß für den Konsum gekauft, sein Bedarf ist jedoch ausreichend, um das erzeugte Quantum an Brod- und Schrotprodukten zu absorbieren. Pester Mühlen notieren für Weizenmehl: Nr. 0 fl. 14·40, Nr. 1 fl. 14·10, Nr. 2 fl. 13·80, Nr. 3 fl. 13·50, Nr. 4 fl. 13·20, Nr. 5 fl. 12·80, Nr. 6 fl. 12·60, Nr. 7 fl. 12·—, Nr. 8 fl. 10·50, Nr. 8½ fl. 10·30, Nr. 9 fl. 8·—, Nr. 10 fl. 6·50. Brutto für Netto inkl. Sack, frei ab Bahn Budapest.: [123, 1088, 572, 1217]
report-paragraph: Magdeburg, 14. Juli. (Korr.-Bur.) Kornzucker fest, fl. 17·50. Schöne, um Melasse ruhig, neue Ernte fau, per Juli fl. 12·75, per August fl. 12·75, per September 12·50, per Oktober-Dezember fl. 12·02½.: [589, 1594, 1038, 1637]
table-cell: Würfelzucker ungeschnitten in Kisten franko Kiste: [589, 1246, 910, 1262]
